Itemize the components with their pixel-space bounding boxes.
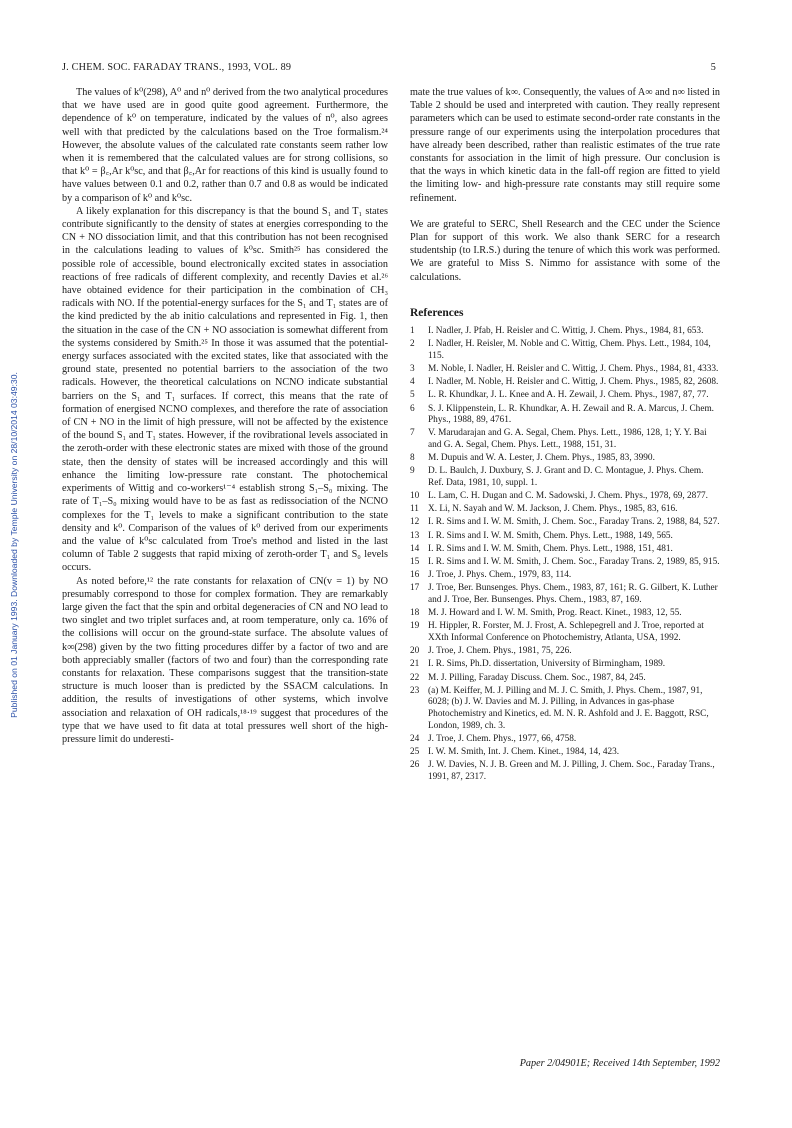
reference-text: I. R. Sims and I. W. M. Smith, Chem. Phys. Lett., 1988, 149, 565.	[428, 530, 673, 541]
reference-item	[410, 760, 720, 783]
reference-number: 22	[410, 672, 420, 683]
reference-number: 9	[410, 466, 415, 477]
reference-number: 14	[410, 543, 420, 554]
reference-item	[410, 326, 720, 338]
reference-text: J. Troe, J. Chem. Phys., 1981, 75, 226.	[428, 646, 572, 657]
reference-item	[410, 583, 720, 606]
reference-number: 26	[410, 760, 420, 771]
reference-number: 15	[410, 557, 420, 568]
reference-item	[410, 659, 720, 671]
reference-list	[410, 326, 720, 783]
reference-text: S. J. Klippenstein, L. R. Khundkar, A. H. Zewail and R. A. Marcus, J. Chem. Phys., 1988, 89, 4761.	[428, 403, 714, 426]
reference-item	[410, 491, 720, 503]
reference-number: 11	[410, 504, 419, 515]
reference-text: M. Noble, I. Nadler, H. Reisler and C. Wittig, J. Chem. Phys., 1984, 81, 4333.	[428, 364, 719, 375]
reference-number: 10	[410, 491, 420, 502]
reference-text: J. Troe, J. Chem. Phys., 1977, 66, 4758.	[428, 733, 577, 744]
reference-text: J. W. Davies, N. J. B. Green and M. J. Pilling, J. Chem. Soc., Faraday Trans., 1991, 87, 2317.	[428, 760, 715, 782]
paragraph: A likely explanation for this discrepancy is that the bound S₁ and T₁ states contribute significantly to the density of states at energies corresponding to the CN + NO dissociation limit, and that this contribution has not been recognised in the calculations leading to values of k⁰sc. Smith²⁵ has considered the possible role of accessible, bound electronically excited states in association reactions of free radicals of different complexity, and recently Davies et al.²⁶ have obtained evidence for their participation in the combination of CH₃ radicals with NO. If the potential-energy surfaces for the S₁ and T₁ states are of the kind predicted by the ab initio calculations and represented in Fig. 1, then the situation in the case of the CN + NO association is somewhat different from the systems considered by Smith.²⁵ In those it was assumed that the potential-energy surfaces associated with the excited states, like that associated with the ground state, presented no potential barriers to the association of the two radicals. However, the theoretical calculations on NCNO indicate substantial barriers on the S₁ and T₁ surfaces. If correct, this means that the rate of formation of energised NCNO complexes, and therefore the rate of association of CN + NO in the limit of high pressure, will not be affected by the existence of the bound S₁ and T₁ states. However, if the rovibrational levels associated in the zeroth-order with these electronic states are mixed with those of the ground state, then the density of states will be increased accordingly and this will enhance the limiting low-pressure rate constant. The photochemical experiments of Wittig and co-workers¹⁻⁴ establish strong S₁–S₀ mixing. The rate of T₁–S₀ mixing would have to be as fast as redissociation of the NCNO complexes for the T₁ levels to make a significant contribution to the state density and k⁰. Comparison of the values of k⁰ derived from our experiments and the value of k⁰sc calculated from Troe's method and listed in the last column of Table 2 suggests that rapid mixing of zeroth-order T₁ and S₀ levels occurs.	[62, 205, 388, 574]
reference-text: I. Nadler, J. Pfab, H. Reisler and C. Wittig, J. Chem. Phys., 1984, 81, 653.	[428, 326, 704, 337]
reference-item	[410, 621, 720, 644]
reference-text: M. J. Pilling, Faraday Discuss. Chem. Soc., 1987, 84, 245.	[428, 672, 646, 683]
reference-text: H. Hippler, R. Forster, M. J. Frost, A. Schlepegrell and J. Troe, reported at XXth Informal Conference on Photochemistry, Atlanta, USA, 1992.	[428, 621, 704, 643]
paragraph: mate the true values of k∞. Consequently, the values of A∞ and n∞ listed in Table 2 should be used and interpreted with caution. They really represent parameters which can be used to estimate second-order rate constants in the pressure range of our experiments using the interpolation procedures that have already been described, rather than realistic estimates of the true rate constants for association in the limit of high pressure. Our conclusion is that the ways in which kinetic data in the fall-off region are fitted to yield the limiting low- and high-pressure rate constants may still require some refinement.	[410, 87, 720, 204]
reference-item	[410, 646, 720, 658]
reference-number: 8	[410, 453, 415, 464]
reference-number: 2	[410, 339, 415, 350]
download-watermark	[4, 270, 18, 830]
reference-number: 16	[410, 570, 420, 581]
reference-item	[410, 453, 720, 465]
reference-item	[410, 404, 720, 427]
paper-received-note: Paper 2/04901E; Received 14th September, 1992	[519, 1058, 720, 1069]
reference-item	[410, 390, 720, 402]
reference-item	[410, 517, 720, 529]
reference-text: V. Marudarajan and G. A. Segal, Chem. Phys. Lett., 1986, 128, 1; Y. Y. Bai and G. A. Segal, Chem. Phys. Lett., 1988, 151, 31.	[428, 428, 707, 450]
reference-number: 17	[410, 583, 420, 594]
acknowledgements: We are grateful to SERC, Shell Research and the CEC under the Science Plan for support of this work. We also thank SERC for a research studentship (to I.R.S.) during the tenure of which this work was performed. We are grateful to Miss S. Nimmo for assistance with some of the calculations.	[410, 218, 720, 283]
reference-text: L. R. Khundkar, J. L. Knee and A. H. Zewail, J. Chem. Phys., 1987, 87, 77.	[428, 390, 709, 401]
journal-title: J. CHEM. SOC. FARADAY TRANS., 1993, VOL. 89	[62, 62, 292, 73]
reference-item	[410, 364, 720, 376]
reference-item	[410, 339, 720, 362]
reference-item	[410, 544, 720, 556]
reference-text: I. R. Sims, Ph.D. dissertation, University of Birmingham, 1989.	[428, 659, 666, 670]
reference-text: I. R. Sims and I. W. M. Smith, J. Chem. Soc., Faraday Trans. 2, 1988, 84, 527.	[428, 517, 720, 528]
reference-item	[410, 531, 720, 543]
reference-number: 20	[410, 646, 420, 657]
reference-item	[410, 673, 720, 685]
right-column	[410, 86, 720, 785]
reference-number: 5	[410, 390, 415, 401]
reference-number: 25	[410, 746, 420, 757]
reference-item	[410, 734, 720, 746]
reference-number: 13	[410, 530, 420, 541]
running-header	[62, 62, 716, 78]
reference-item	[410, 570, 720, 582]
reference-number: 19	[410, 621, 420, 632]
reference-number: 24	[410, 733, 420, 744]
reference-item	[410, 504, 720, 516]
reference-item	[410, 466, 720, 489]
reference-number: 23	[410, 685, 420, 696]
reference-number: 3	[410, 364, 415, 375]
reference-text: I. W. M. Smith, Int. J. Chem. Kinet., 1984, 14, 423.	[428, 746, 620, 757]
reference-text: I. R. Sims and I. W. M. Smith, Chem. Phys. Lett., 1988, 151, 481.	[428, 543, 673, 554]
reference-text: (a) M. Keiffer, M. J. Pilling and M. J. C. Smith, J. Phys. Chem., 1987, 91, 6028; (b) J. W. Davies and M. J. Pilling, in Advances in gas-phase Photochemistry and Kinetics, ed. M. N. R. Ashfold and J. E. Baggott, RSC, London, 1989, ch. 3.	[428, 685, 709, 731]
reference-item	[410, 686, 720, 732]
references-heading: References	[410, 306, 464, 319]
reference-number: 7	[410, 428, 415, 439]
left-column	[62, 86, 388, 746]
reference-text: I. R. Sims and I. W. M. Smith, J. Chem. Soc., Faraday Trans. 2, 1989, 85, 915.	[428, 557, 720, 568]
reference-number: 6	[410, 403, 415, 414]
reference-number: 4	[410, 377, 415, 388]
reference-item	[410, 608, 720, 620]
reference-text: I. Nadler, H. Reisler, M. Noble and C. Wittig, Chem. Phys. Lett., 1984, 104, 115.	[428, 339, 711, 361]
reference-text: I. Nadler, M. Noble, H. Reisler and C. Wittig, J. Chem. Phys., 1985, 82, 2608.	[428, 377, 719, 388]
paragraph: The values of k⁰(298), A⁰ and n⁰ derived from the two analytical procedures that we have used are in good quite good agreement. Furthermore, the dependence of k⁰ on temperature, indicated by the values of n⁰, also agrees well with that predicted by the calculations based on the Troe formalism.²⁴ However, the absolute values of the calculated rate constants seem rather low when it is remembered that the calculated values are for strong collisions, so that k⁰ = β꜀,Ar k⁰sc, and that β꜀,Ar for reactions of this kind is usually found to have values between 0.1 and 0.2, rather than 0.7 and 0.8 as would be indicated by a comparison of k⁰ and k⁰sc.	[62, 87, 388, 204]
reference-text: M. Dupuis and W. A. Lester, J. Chem. Phys., 1985, 83, 3990.	[428, 453, 655, 464]
reference-number: 1	[410, 326, 415, 337]
reference-text: X. Li, N. Sayah and W. M. Jackson, J. Chem. Phys., 1985, 83, 616.	[428, 504, 678, 515]
download-watermark-text: Published on 01 January 1993. Downloaded by Temple University on 28/10/2014 03:49:30.	[9, 372, 19, 718]
reference-text: L. Lam, C. H. Dugan and C. M. Sadowski, J. Chem. Phys., 1978, 69, 2877.	[428, 491, 708, 502]
reference-item	[410, 747, 720, 759]
reference-item	[410, 377, 720, 389]
reference-text: J. Troe, Ber. Bunsenges. Phys. Chem., 1983, 87, 161; R. G. Gilbert, K. Luther and J. Troe, Ber. Bunsenges. Phys. Chem., 1983, 87, 169.	[428, 583, 718, 606]
reference-text: J. Troe, J. Phys. Chem., 1979, 83, 114.	[428, 570, 572, 581]
page-number: 5	[710, 62, 716, 73]
reference-text: M. J. Howard and I. W. M. Smith, Prog. React. Kinet., 1983, 12, 55.	[428, 608, 682, 619]
reference-text: D. L. Baulch, J. Duxbury, S. J. Grant and D. C. Montague, J. Phys. Chem. Ref. Data, 1981, 10, suppl. 1.	[428, 466, 704, 488]
paragraph: As noted before,¹² the rate constants for relaxation of CN(v = 1) by NO presumably correspond to those for complex formation. They are remarkably large given the fact that the spin and orbital degeneracies of CN and NO lead to two singlet and two triplet surfaces and, at room temperature, only ca. 16% of the collisions will occur on the ground-state surface. The absolute values of k∞(298) given by the two fitting procedures differ by a factor of two and are both appreciably smaller (factors of two and four) than the corresponding rate constants for relaxation. These comparisons suggest that the transition-state structure is much looser than is predicted by the SSACM calculations. In addition, the results of investigations of other systems, which involve association and relaxation of OH radicals,¹⁸·¹⁹ suggest that procedures of the type that we have used to fit data at total pressures well short of the high-pressure limit do underesti-	[62, 575, 388, 745]
reference-item	[410, 428, 720, 451]
reference-number: 21	[410, 659, 420, 670]
reference-number: 18	[410, 608, 420, 619]
reference-item	[410, 557, 720, 569]
reference-number: 12	[410, 517, 420, 528]
